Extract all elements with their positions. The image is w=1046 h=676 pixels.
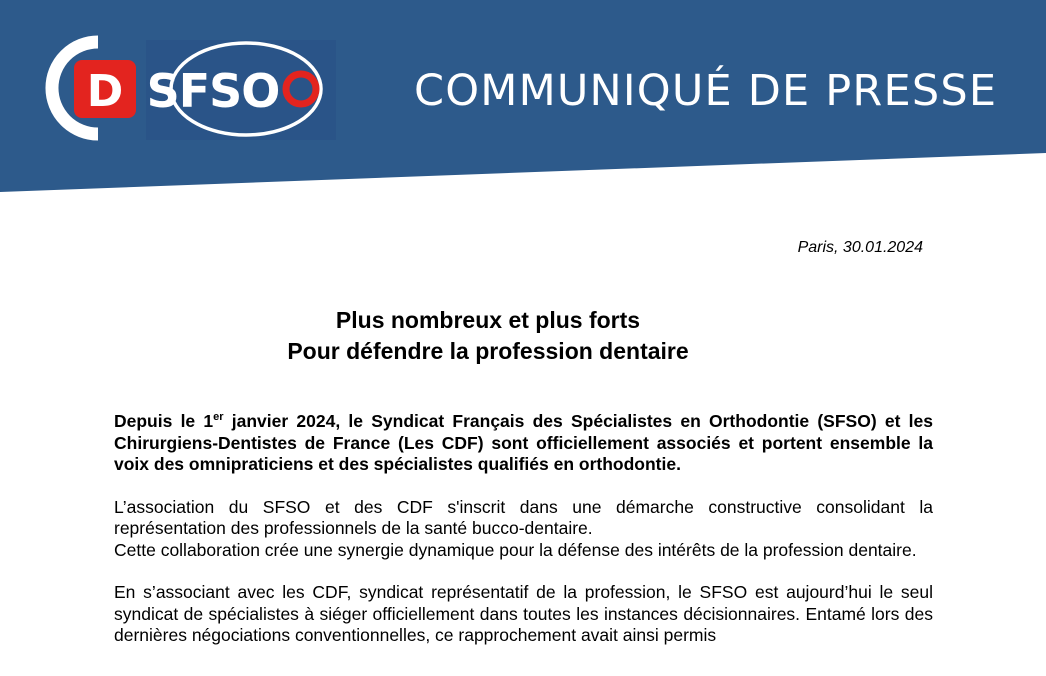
lead-rest: janvier 2024, le Syndicat Français des Spécialistes en Orthodontie (SFSO) et les Chirurgiens-Dentistes de France (Les CDF) sont officiellement associés et portent ensemble la voix des omnipraticiens et des spécialistes qualifiés en orthodontie. xyxy=(114,411,933,474)
paragraph-spacer xyxy=(114,561,933,582)
cdf-logo-letter: D xyxy=(86,66,124,117)
sfso-logo xyxy=(146,40,336,140)
lead-superscript: er xyxy=(213,411,224,424)
press-title-line-1: Plus nombreux et plus forts xyxy=(335,307,641,333)
press-title xyxy=(0,305,976,367)
paragraph-spacer xyxy=(114,476,933,497)
sfso-logo-letters: SFSO xyxy=(146,64,280,118)
header-banner xyxy=(0,0,1046,200)
paragraph-representation: En s’associant avec les CDF, syndicat représentatif de la profession, le SFSO est aujourd’hui le seul syndicat de spécialistes à siéger officiellement dans toutes les instances décisionnaires. Entamé lors des dernières négociations conventionnelles, ce rapprochement avait ainsi permis xyxy=(114,582,933,645)
banner-title: COMMUNIQUÉ DE PRESSE xyxy=(414,66,998,116)
press-title-line-2: Pour défendre la profession dentaire xyxy=(287,338,689,364)
lead-paragraph xyxy=(114,411,933,476)
lead-start: Depuis le 1 xyxy=(114,411,214,431)
press-date: Paris, 30.01.2024 xyxy=(797,239,923,256)
press-body xyxy=(114,411,933,647)
paragraph-association: L’association du SFSO et des CDF s'inscrit dans une démarche constructive consolidant la représentation des professionnels de la santé bucco-dentaire. xyxy=(114,496,933,538)
paragraph-collaboration: Cette collaboration crée une synergie dynamique pour la défense des intérêts de la profession dentaire. xyxy=(114,539,917,560)
